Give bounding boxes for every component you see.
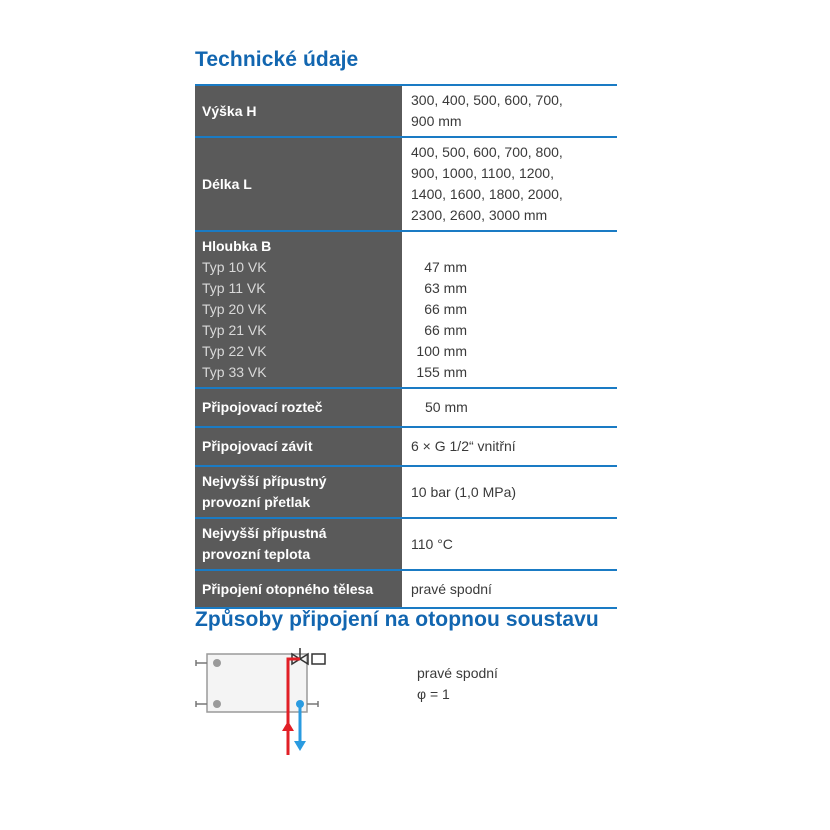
table-row-thread	[195, 428, 617, 467]
pressure-label-line: provozní přetlak	[202, 494, 311, 510]
row-label	[195, 86, 405, 136]
length-value-line: 1400, 1600, 1800, 2000,	[411, 186, 563, 202]
depth-label: Hloubka B	[202, 238, 272, 254]
spacing-label: Připojovací rozteč	[202, 399, 323, 415]
table-row-spacing	[195, 389, 617, 428]
depth-value: 47 mm	[424, 259, 467, 275]
depth-type: Typ 21 VK	[202, 322, 267, 338]
length-value-line: 900, 1000, 1100, 1200,	[411, 165, 554, 181]
temperature-label-line: Nejvyšší přípustná	[202, 525, 327, 541]
depth-value: 63 mm	[424, 280, 467, 296]
row-value	[405, 232, 617, 387]
technical-data-table	[195, 84, 617, 609]
row-value	[405, 428, 617, 465]
pressure-label-line: Nejvyšší přípustný	[202, 473, 327, 489]
depth-value: 100 mm	[416, 343, 467, 359]
table-row-connection	[195, 571, 617, 609]
radiator-diagram	[192, 645, 342, 760]
table-row-depth	[195, 232, 617, 389]
row-label	[195, 571, 405, 607]
depth-type: Typ 11 VK	[202, 280, 266, 296]
row-label	[195, 428, 405, 465]
row-value	[405, 389, 617, 426]
depth-type: Typ 33 VK	[202, 364, 267, 380]
depth-type: Typ 10 VK	[202, 259, 267, 275]
depth-type: Typ 22 VK	[202, 343, 267, 359]
depth-value: 155 mm	[416, 364, 467, 380]
table-row-length	[195, 138, 617, 232]
row-label	[195, 232, 405, 387]
connector-bottom-right-icon	[307, 701, 318, 707]
depth-value: 66 mm	[424, 322, 467, 338]
temperature-label-line: provozní teplota	[202, 546, 311, 562]
connection-description	[417, 663, 498, 705]
row-label	[195, 519, 405, 569]
table-row-height	[195, 86, 617, 138]
section-title-connection-methods: Způsoby připojení na otopnou soustavu	[195, 608, 599, 631]
row-value	[405, 138, 617, 230]
connection-value: pravé spodní	[411, 580, 492, 597]
height-label: Výška H	[202, 102, 257, 119]
height-value-line: 300, 400, 500, 600, 700,	[411, 92, 563, 108]
row-value	[405, 467, 617, 517]
length-value-line: 2300, 2600, 3000 mm	[411, 207, 548, 223]
connection-method-name: pravé spodní	[417, 665, 498, 681]
table-row-temperature	[195, 519, 617, 571]
section-title-technical-data: Technické údaje	[195, 48, 359, 71]
length-value-line: 400, 500, 600, 700, 800,	[411, 144, 563, 160]
table-row-pressure	[195, 467, 617, 519]
row-value	[405, 571, 617, 607]
connection-label: Připojení otopného tělesa	[202, 580, 374, 597]
depth-value: 66 mm	[424, 301, 467, 317]
height-value-line: 900 mm	[411, 113, 462, 129]
temperature-value: 110 °C	[411, 535, 453, 552]
row-label	[195, 467, 405, 517]
spacing-value: 50 mm	[425, 399, 468, 415]
connection-method-phi: φ = 1	[417, 686, 450, 702]
thread-value: 6 × G 1/2“ vnitřní	[411, 438, 516, 454]
row-label	[195, 389, 405, 426]
thread-label: Připojovací závit	[202, 438, 313, 454]
row-label	[195, 138, 405, 230]
row-value	[405, 86, 617, 136]
length-label: Délka L	[202, 175, 252, 192]
pressure-value: 10 bar (1,0 MPa)	[411, 483, 517, 500]
row-value	[405, 519, 617, 569]
depth-type: Typ 20 VK	[202, 301, 267, 317]
